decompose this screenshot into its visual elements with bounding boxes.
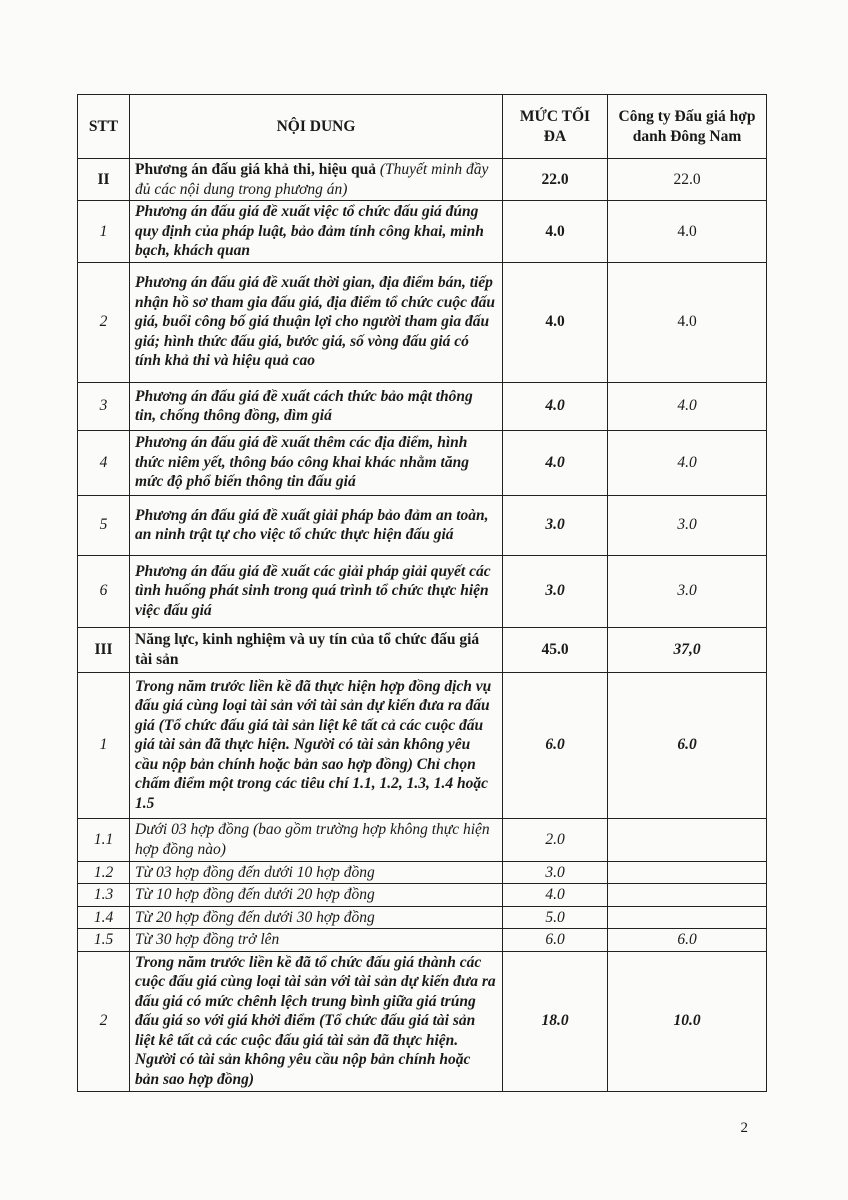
scoring-table — [77, 94, 767, 1092]
row-company-score — [608, 818, 767, 861]
row-company-score: 3.0 — [608, 555, 767, 627]
row-content: Phương án đấu giá đề xuất việc tổ chức đấu giá đúng quy định của pháp luật, bảo đảm tính công khai, minh bạch, khách quan — [130, 201, 503, 263]
table-row — [78, 555, 767, 627]
row-content: Từ 30 hợp đồng trở lên — [130, 929, 503, 952]
header-content: NỘI DUNG — [130, 95, 503, 159]
row-max-score: 5.0 — [503, 906, 608, 929]
row-content: Trong năm trước liền kề đã thực hiện hợp đồng dịch vụ đấu giá cùng loại tài sản với tài sản dự kiến đưa ra đấu giá (Tổ chức đấu giá tài sản liệt kê tất cả các cuộc đấu giá tài sản đã thực hiện. Người có tài sản không yêu cầu nộp bản chính hoặc bản sao hợp đồng) Chỉ chọn chấm điểm một trong các tiêu chí 1.1, 1.2, 1.3, 1.4 hoặc 1.5 — [130, 672, 503, 818]
row-stt: 1.5 — [78, 929, 130, 952]
row-content-note: (Thuyết minh đầy đủ các nội dung trong phương án) — [135, 161, 489, 198]
row-max-score: 4.0 — [503, 201, 608, 263]
row-max-score: 4.0 — [503, 884, 608, 907]
row-company-score: 6.0 — [608, 929, 767, 952]
row-content: Phương án đấu giá đề xuất giải pháp bảo đảm an toàn, an ninh trật tự cho việc tổ chức thực hiện đấu giá — [130, 495, 503, 555]
row-company-score — [608, 906, 767, 929]
row-company-score: 37,0 — [608, 627, 767, 672]
table-row — [78, 262, 767, 382]
row-content: Phương án đấu giá đề xuất thêm các địa điểm, hình thức niêm yết, thông báo công khai khác nhằm tăng mức độ phổ biến thông tin đấu giá — [130, 430, 503, 495]
row-max-score: 3.0 — [503, 495, 608, 555]
row-max-score: 22.0 — [503, 159, 608, 201]
row-content: Năng lực, kinh nghiệm và uy tín của tổ chức đấu giá tài sản — [130, 627, 503, 672]
table-row — [78, 382, 767, 430]
row-stt: 6 — [78, 555, 130, 627]
row-stt: III — [78, 627, 130, 672]
row-company-score: 4.0 — [608, 201, 767, 263]
row-company-score: 10.0 — [608, 951, 767, 1091]
row-stt: 2 — [78, 951, 130, 1091]
header-max-score: MỨC TỐI ĐA — [503, 95, 608, 159]
row-stt: 2 — [78, 262, 130, 382]
table-row — [78, 159, 767, 201]
row-content: Từ 20 hợp đồng đến dưới 30 hợp đồng — [130, 906, 503, 929]
row-company-score: 22.0 — [608, 159, 767, 201]
row-stt: 1.4 — [78, 906, 130, 929]
row-content: Từ 03 hợp đồng đến dưới 10 hợp đồng — [130, 861, 503, 884]
row-content: Trong năm trước liền kề đã tổ chức đấu giá thành các cuộc đấu giá cùng loại tài sản với tài sản dự kiến đưa ra đấu giá có mức chênh lệch trung bình giữa giá trúng đấu giá so với giá khởi điểm (Tổ chức đấu giá tài sản liệt kê tất cả các cuộc đấu giá tài sản đã thực hiện. Người có tài sản không yêu cầu nộp bản chính hoặc bản sao hợp đồng) — [130, 951, 503, 1091]
table-row — [78, 201, 767, 263]
row-max-score: 4.0 — [503, 430, 608, 495]
row-stt: 1 — [78, 672, 130, 818]
row-content: Từ 10 hợp đồng đến dưới 20 hợp đồng — [130, 884, 503, 907]
row-company-score: 4.0 — [608, 430, 767, 495]
row-stt: 1 — [78, 201, 130, 263]
row-max-score: 3.0 — [503, 555, 608, 627]
row-max-score: 4.0 — [503, 262, 608, 382]
table-row — [78, 906, 767, 929]
row-content-main: Phương án đấu giá khả thi, hiệu quả — [135, 161, 377, 178]
row-content: Phương án đấu giá đề xuất thời gian, địa điểm bán, tiếp nhận hồ sơ tham gia đấu giá, địa điểm tổ chức cuộc đấu giá, buổi công bố giá thuận lợi cho người tham gia đấu giá; hình thức đấu giá, bước giá, số vòng đấu giá có tính khả thi và hiệu quả cao — [130, 262, 503, 382]
row-company-score: 4.0 — [608, 382, 767, 430]
row-company-score — [608, 861, 767, 884]
row-content: Dưới 03 hợp đồng (bao gồm trường hợp không thực hiện hợp đồng nào) — [130, 818, 503, 861]
row-content: Phương án đấu giá đề xuất các giải pháp giải quyết các tình huống phát sinh trong quá trình tổ chức thực hiện việc đấu giá — [130, 555, 503, 627]
table-row — [78, 627, 767, 672]
row-stt: 1.1 — [78, 818, 130, 861]
row-content — [130, 159, 503, 201]
page-number: 2 — [740, 1120, 748, 1136]
table-row — [78, 495, 767, 555]
row-company-score: 4.0 — [608, 262, 767, 382]
row-company-score: 3.0 — [608, 495, 767, 555]
row-max-score: 45.0 — [503, 627, 608, 672]
header-stt: STT — [78, 95, 130, 159]
row-stt: 5 — [78, 495, 130, 555]
row-stt: 1.3 — [78, 884, 130, 907]
table-row — [78, 430, 767, 495]
row-max-score: 4.0 — [503, 382, 608, 430]
row-content: Phương án đấu giá đề xuất cách thức bảo mật thông tin, chống thông đồng, dìm giá — [130, 382, 503, 430]
row-max-score: 18.0 — [503, 951, 608, 1091]
table-row — [78, 672, 767, 818]
header-company: Công ty Đấu giá hợp danh Đông Nam — [608, 95, 767, 159]
table-row — [78, 861, 767, 884]
table-row — [78, 929, 767, 952]
table-row — [78, 818, 767, 861]
row-max-score: 3.0 — [503, 861, 608, 884]
row-stt: II — [78, 159, 130, 201]
row-stt: 1.2 — [78, 861, 130, 884]
table-row — [78, 951, 767, 1091]
row-max-score: 6.0 — [503, 672, 608, 818]
row-stt: 3 — [78, 382, 130, 430]
table-header-row — [78, 95, 767, 159]
row-company-score: 6.0 — [608, 672, 767, 818]
row-max-score: 2.0 — [503, 818, 608, 861]
table-row — [78, 884, 767, 907]
row-company-score — [608, 884, 767, 907]
row-stt: 4 — [78, 430, 130, 495]
row-max-score: 6.0 — [503, 929, 608, 952]
